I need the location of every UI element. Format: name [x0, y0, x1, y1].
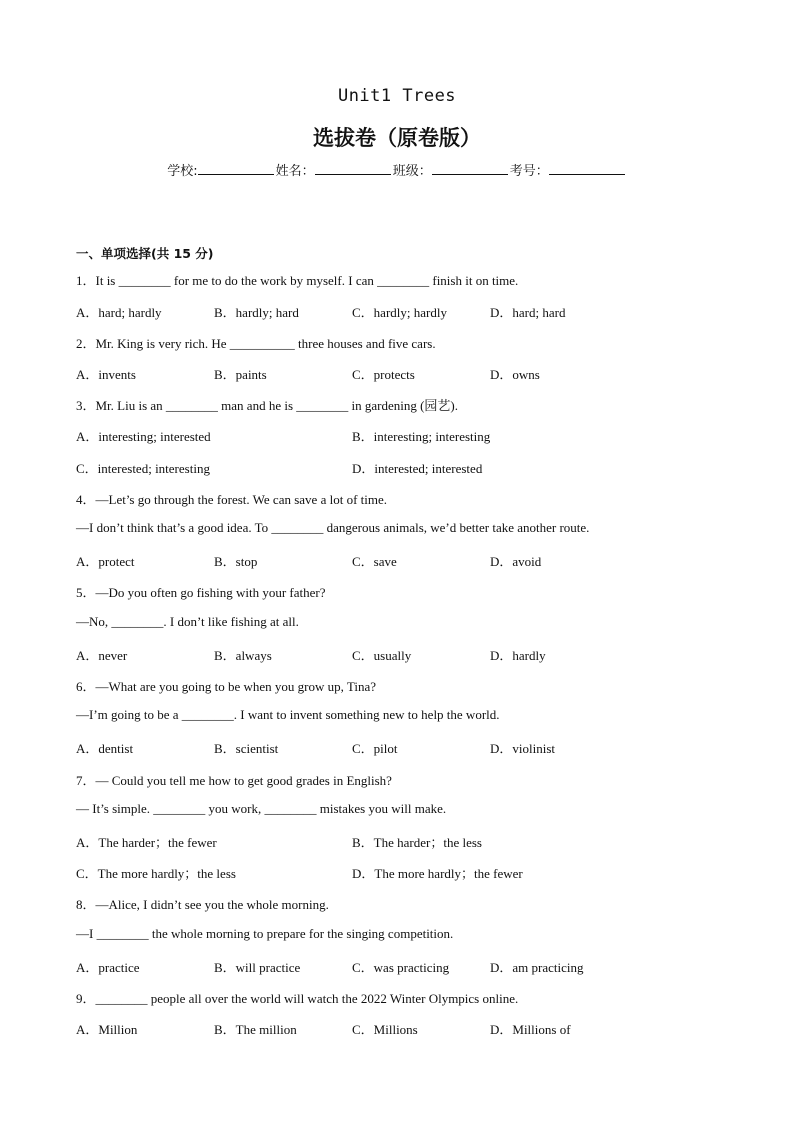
q4-option-a[interactable]: A．protect: [76, 554, 135, 569]
unit-title: Unit1 Trees: [337, 86, 457, 106]
question-3-options-ab: [76, 426, 736, 444]
q4-option-b[interactable]: B．stop: [214, 554, 258, 569]
question-4-stem-2: —I don’t think that’s a good idea. To ________ dangerous animals, we’d better take another route.: [76, 520, 590, 535]
section-heading: 一、单项选择(共 15 分): [76, 246, 214, 261]
q3-option-d[interactable]: D．interested; interested: [352, 461, 483, 476]
question-7-stem-2: — It’s simple. ________ you work, ________ mistakes you will make.: [76, 801, 447, 816]
q5-option-c[interactable]: C．usually: [352, 648, 412, 663]
q3-option-a[interactable]: A．interesting; interested: [76, 429, 211, 444]
question-7-stem: 7．— Could you tell me how to get good grades in English?: [76, 773, 392, 788]
q1-option-b[interactable]: B．hardly; hard: [214, 305, 299, 320]
question-6-options: [76, 738, 736, 756]
number-blank[interactable]: [549, 162, 625, 175]
q2-option-a[interactable]: A．invents: [76, 367, 136, 382]
question-2-options: [76, 364, 736, 382]
number-label: 考号：: [509, 164, 549, 179]
q2-option-b[interactable]: B．paints: [214, 367, 267, 382]
q1-option-c[interactable]: C．hardly; hardly: [352, 305, 447, 320]
q3-option-b[interactable]: B．interesting; interesting: [352, 429, 491, 444]
q6-option-b[interactable]: B．scientist: [214, 741, 279, 756]
question-8-options: [76, 957, 736, 975]
q5-option-a[interactable]: A．never: [76, 648, 128, 663]
question-6-stem-2: —I’m going to be a ________. I want to invent something new to help the world.: [76, 707, 500, 722]
class-blank[interactable]: [432, 162, 508, 175]
q4-option-c[interactable]: C．save: [352, 554, 397, 569]
q9-option-b[interactable]: B．The million: [214, 1022, 297, 1037]
question-5-options: [76, 645, 736, 663]
q8-option-a[interactable]: A．practice: [76, 960, 140, 975]
q8-option-d[interactable]: D．am practicing: [490, 960, 584, 975]
question-9-stem: 9．________ people all over the world will watch the 2022 Winter Olympics online.: [76, 991, 519, 1006]
q7-option-c[interactable]: C．The more hardly；the less: [76, 866, 236, 881]
q7-option-d[interactable]: D．The more hardly；the fewer: [352, 866, 523, 881]
question-8-stem: 8．—Alice, I didn’t see you the whole morning.: [76, 897, 329, 912]
q1-option-a[interactable]: A．hard; hardly: [76, 305, 162, 320]
q8-option-b[interactable]: B．will practice: [214, 960, 301, 975]
school-label: 学校:: [167, 164, 198, 179]
question-8-stem-2: —I ________ the whole morning to prepare for the singing competition.: [76, 926, 454, 941]
exam-subtitle: 选拔卷（原卷版）: [313, 126, 481, 150]
question-1-stem: 1．It is ________ for me to do the work by myself. I can ________ finish it on time.: [76, 273, 519, 288]
q5-option-b[interactable]: B．always: [214, 648, 272, 663]
q5-option-d[interactable]: D．hardly: [490, 648, 546, 663]
q2-option-d[interactable]: D．owns: [490, 367, 540, 382]
q4-option-d[interactable]: D．avoid: [490, 554, 542, 569]
question-5-stem-2: —No, ________. I don’t like fishing at all.: [76, 614, 299, 629]
question-7-options-ab: [76, 832, 736, 850]
question-3-stem: 3．Mr. Liu is an ________ man and he is ________ in gardening (园艺).: [76, 398, 459, 413]
q9-option-a[interactable]: A．Million: [76, 1022, 138, 1037]
q8-option-c[interactable]: C．was practicing: [352, 960, 450, 975]
question-9-options: [76, 1019, 736, 1037]
q3-option-c[interactable]: C．interested; interesting: [76, 461, 210, 476]
q9-option-c[interactable]: C．Millions: [352, 1022, 418, 1037]
student-info-line: [0, 160, 794, 179]
question-2-stem: 2．Mr. King is very rich. He __________ three houses and five cars.: [76, 336, 436, 351]
question-7-options-cd: [76, 863, 736, 881]
q6-option-d[interactable]: D．violinist: [490, 741, 556, 756]
q2-option-c[interactable]: C．protects: [352, 367, 415, 382]
question-4-stem: 4．—Let’s go through the forest. We can save a lot of time.: [76, 492, 387, 507]
q9-option-d[interactable]: D．Millions of: [490, 1022, 571, 1037]
q6-option-a[interactable]: A．dentist: [76, 741, 134, 756]
q6-option-c[interactable]: C．pilot: [352, 741, 398, 756]
q1-option-d[interactable]: D．hard; hard: [490, 305, 566, 320]
class-label: 班级：: [392, 164, 432, 179]
question-5-stem: 5．—Do you often go fishing with your father?: [76, 585, 326, 600]
school-blank[interactable]: [198, 162, 274, 175]
question-4-options: [76, 551, 736, 569]
q7-option-a[interactable]: A．The harder；the fewer: [76, 835, 217, 850]
name-blank[interactable]: [315, 162, 391, 175]
question-6-stem: 6．—What are you going to be when you grow up, Tina?: [76, 679, 377, 694]
question-1-options: [76, 302, 736, 320]
q7-option-b[interactable]: B．The harder；the less: [352, 835, 482, 850]
name-label: 姓名：: [275, 164, 315, 179]
question-3-options-cd: [76, 458, 736, 476]
